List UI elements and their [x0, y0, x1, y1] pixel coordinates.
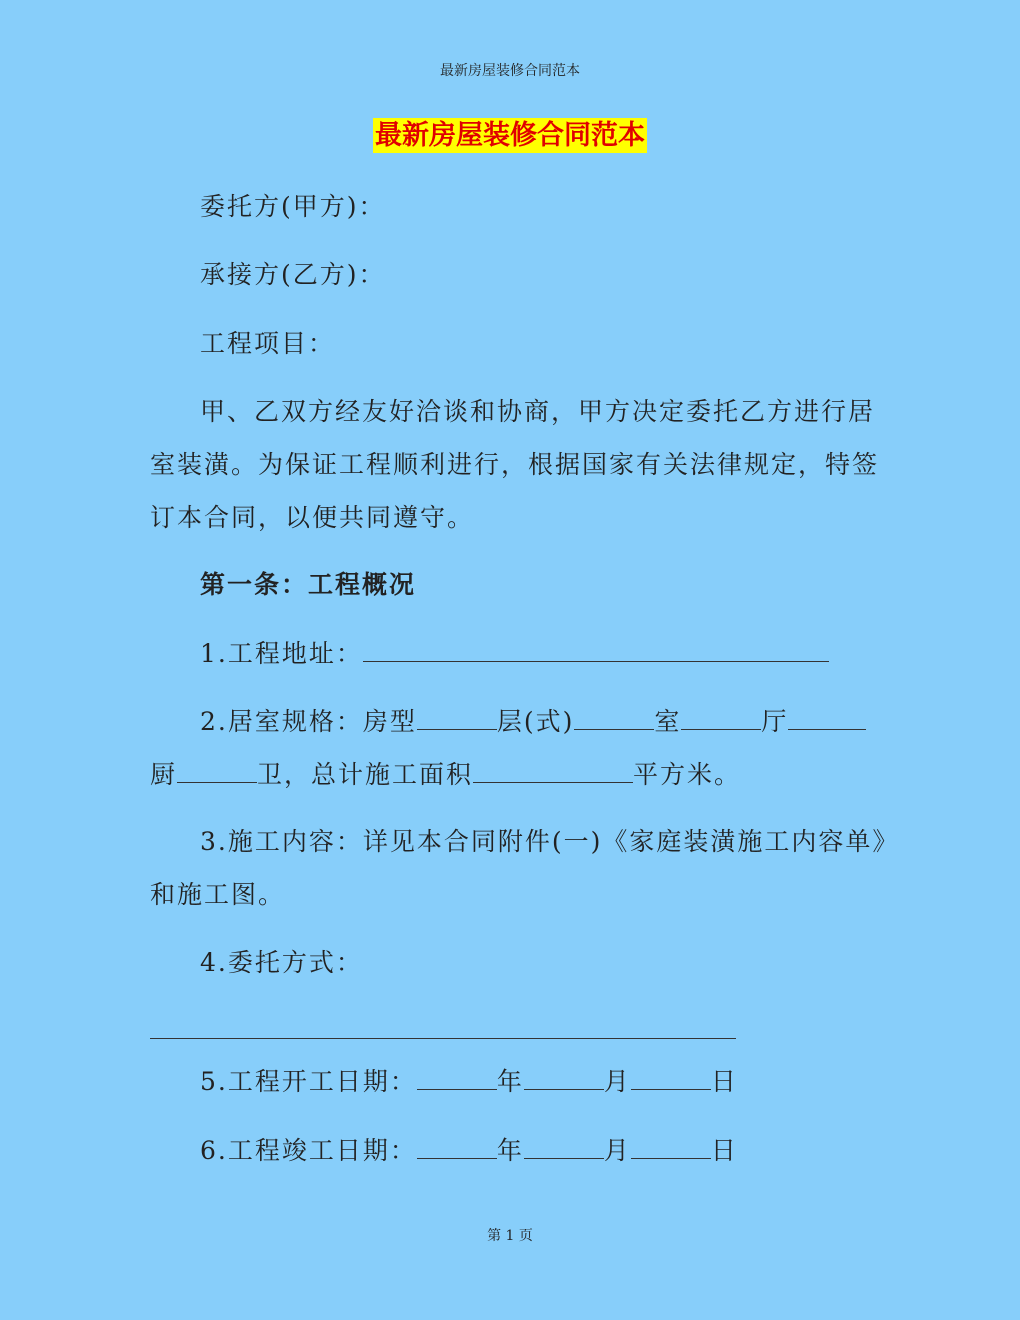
- client-field: 委托方(甲方)：: [200, 192, 386, 221]
- end-year: 年: [496, 1136, 524, 1165]
- end-date-label: 6.工程竣工日期：: [200, 1136, 417, 1165]
- spec-blank-2: [574, 707, 654, 730]
- intro-line-2: 室装潢。为保证工程顺利进行，根据国家有关法律规定，特签: [150, 450, 880, 479]
- section-heading: 第一条：工程概况: [200, 570, 417, 599]
- item-content-line1: 3.施工内容：详见本合同附件(一)《家庭装潢施工内容单》: [200, 827, 900, 856]
- end-day: 日: [710, 1136, 738, 1165]
- end-month-blank: [524, 1136, 604, 1159]
- start-month-blank: [524, 1067, 604, 1090]
- spec-ceng: 层(式): [496, 707, 575, 736]
- spec-chu: 厨: [150, 760, 178, 789]
- spec-ting: 厅: [761, 707, 789, 736]
- item-spec-line2: [150, 748, 890, 801]
- spec-blank-4: [788, 707, 866, 730]
- spec-unit: 平方米。: [633, 760, 742, 789]
- spec-blank-5: [177, 760, 257, 783]
- end-year-blank: [417, 1136, 497, 1159]
- start-day-blank: [631, 1067, 711, 1090]
- spec-shi: 室: [654, 707, 682, 736]
- method-blank: [150, 1016, 736, 1039]
- item-address: [200, 627, 940, 680]
- page-footer: 第 1 页: [487, 1228, 533, 1244]
- item-method: 4.委托方式：: [200, 948, 363, 977]
- spec-wei: 卫，总计施工面积: [257, 760, 474, 789]
- item-spec-line1: [200, 695, 940, 748]
- spec-blank-3: [681, 707, 761, 730]
- spec-prefix: 2.居室规格：房型: [200, 707, 417, 736]
- item-method-line: [150, 1004, 890, 1057]
- start-date-label: 5.工程开工日期：: [200, 1067, 417, 1096]
- spec-blank-1: [417, 707, 497, 730]
- start-month: 月: [603, 1067, 631, 1096]
- address-blank: [363, 639, 829, 662]
- project-field: 工程项目：: [200, 329, 336, 358]
- spec-blank-6: [473, 760, 633, 783]
- start-year: 年: [496, 1067, 524, 1096]
- item-content-line2: 和施工图。: [150, 880, 286, 909]
- contractor-field: 承接方(乙方)：: [200, 260, 386, 289]
- end-day-blank: [631, 1136, 711, 1159]
- intro-line-1: 甲、乙双方经友好洽谈和协商，甲方决定委托乙方进行居: [200, 397, 876, 426]
- intro-line-3: 订本合同，以便共同遵守。: [150, 503, 475, 532]
- end-month: 月: [603, 1136, 631, 1165]
- item-end-date: [200, 1124, 940, 1177]
- document-title-text: 最新房屋装修合同范本: [375, 120, 645, 151]
- item-start-date: [200, 1055, 940, 1108]
- item-address-label: 1.工程地址：: [200, 639, 363, 668]
- page-header: 最新房屋装修合同范本: [440, 63, 580, 79]
- start-year-blank: [417, 1067, 497, 1090]
- document-title: [0, 118, 1020, 154]
- start-day: 日: [710, 1067, 738, 1096]
